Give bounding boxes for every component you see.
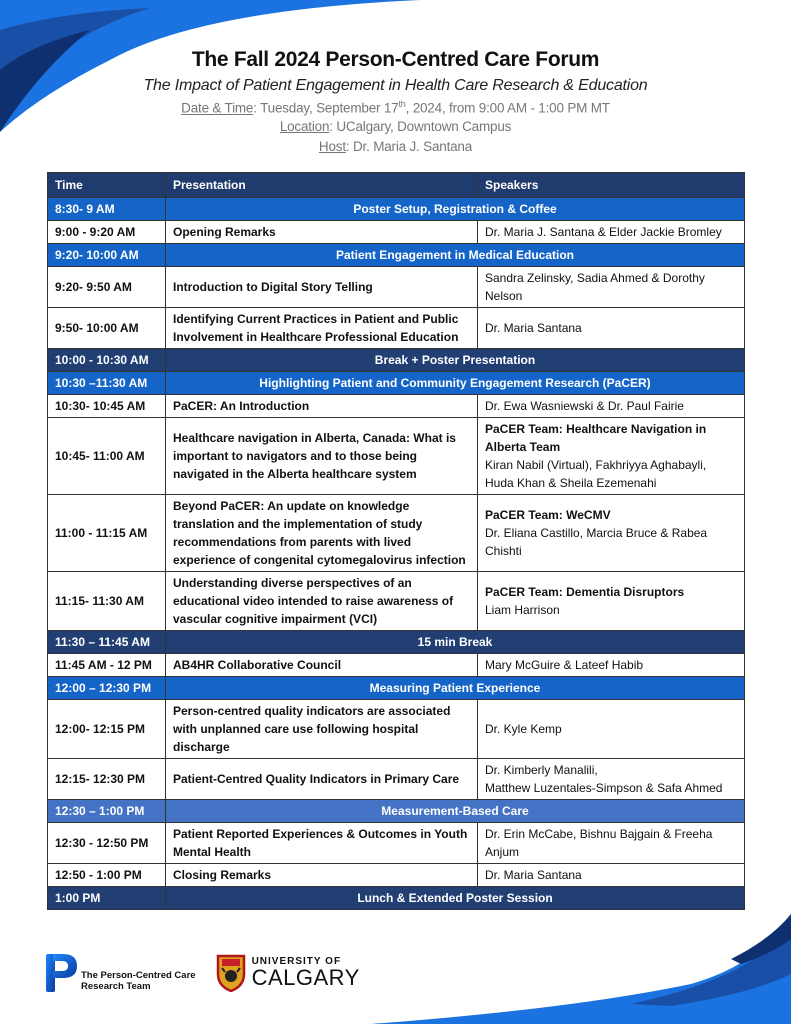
speaker-names: Dr. Maria J. Santana & Elder Jackie Bromley [485,225,722,239]
session-time: 12:15- 12:30 PM [48,759,166,800]
speaker-names: Mary McGuire & Lateef Habib [485,658,644,672]
speaker-team: PaCER Team: WeCMV [485,508,611,522]
section-time: 10:30 –11:30 AM [48,372,166,395]
section-time: 12:30 – 1:00 PM [48,800,166,823]
session-row [48,308,745,349]
session-presentation: Healthcare navigation in Alberta, Canada: What is important to navigators and to those being navigated in the Alberta healthcare system [166,418,478,495]
schedule-table [47,172,745,910]
speaker-names: Dr. Maria Santana [485,321,582,335]
person-centred-care-research-team-logo: The Person-Centred Care Research Team [45,953,196,993]
section-row [48,372,745,395]
speaker-names: Dr. Erin McCabe, Bishnu Bajgain & Freeha Anjum [485,827,713,859]
host-label: Host [318,139,346,154]
column-header-speakers: Speakers [478,173,745,198]
section-time: 11:30 – 11:45 AM [48,631,166,654]
section-title: Poster Setup, Registration & Coffee [166,198,745,221]
event-date-time: Date & Time: Tuesday, September 17th, 2024, from 9:00 AM - 1:00 PM MT [181,99,610,116]
section-row [48,677,745,700]
session-presentation: Beyond PaCER: An update on knowledge translation and the implementation of study recommendations from parents with lived experience of congenital cytomegalovirus infection [166,495,478,572]
speaker-names: Dr. Kyle Kemp [485,722,562,736]
session-time: 9:00 - 9:20 AM [48,221,166,244]
session-row [48,495,745,572]
university-of-calgary-logo: UNIVERSITY OF CALGARY [216,954,360,992]
session-speakers [478,495,745,572]
session-presentation: Closing Remarks [166,864,478,887]
session-speakers [478,267,745,308]
section-title: Highlighting Patient and Community Engagement Research (PaCER) [166,372,745,395]
session-speakers [478,395,745,418]
location-label: Location [279,119,330,134]
session-row [48,267,745,308]
session-time: 12:50 - 1:00 PM [48,864,166,887]
speaker-team: PaCER Team: Healthcare Navigation in Alberta Team [485,422,707,454]
section-row [48,800,745,823]
speaker-names: Sandra Zelinsky, Sadia Ahmed & Dorothy Nelson [485,271,705,303]
session-row [48,395,745,418]
session-presentation: Introduction to Digital Story Telling [166,267,478,308]
section-title: 15 min Break [166,631,745,654]
speaker-team: PaCER Team: Dementia Disruptors [485,585,685,599]
speaker-names: Dr. Eliana Castillo, Marcia Bruce & Rabea Chishti [485,526,708,558]
section-row [48,349,745,372]
date-label: Date & Time [181,100,254,116]
session-row [48,823,745,864]
speaker-names: Dr. Maria Santana [485,868,582,882]
column-header-presentation: Presentation [166,173,478,198]
session-presentation: Opening Remarks [166,221,478,244]
session-speakers [478,823,745,864]
session-time: 10:30- 10:45 AM [48,395,166,418]
event-host: Host: Dr. Maria J. Santana [318,139,473,154]
section-title: Measurement-Based Care [166,800,745,823]
session-time: 10:45- 11:00 AM [48,418,166,495]
session-time: 12:30 - 12:50 PM [48,823,166,864]
session-time: 11:00 - 11:15 AM [48,495,166,572]
section-time: 10:00 - 10:30 AM [48,349,166,372]
session-time: 11:15- 11:30 AM [48,572,166,631]
speaker-names: Liam Harrison [485,603,560,617]
session-time: 9:50- 10:00 AM [48,308,166,349]
section-time: 1:00 PM [48,887,166,910]
session-speakers [478,221,745,244]
decorative-swoosh-bottom [371,914,791,1024]
section-row [48,887,745,910]
session-presentation: Identifying Current Practices in Patient and Public Involvement in Healthcare Professional Education [166,308,478,349]
event-title: The Fall 2024 Person-Centred Care Forum [191,48,600,71]
session-speakers [478,864,745,887]
section-time: 8:30- 9 AM [48,198,166,221]
speaker-names: Dr. Ewa Wasniewski & Dr. Paul Fairie [485,399,684,413]
footer-logos [45,950,360,995]
section-title: Break + Poster Presentation [166,349,745,372]
session-row [48,221,745,244]
section-title: Measuring Patient Experience [166,677,745,700]
session-time: 12:00- 12:15 PM [48,700,166,759]
speaker-line: Matthew Luzentales-Simpson & Safa Ahmed [485,781,723,795]
event-subtitle: The Impact of Patient Engagement in Health Care Research & Education [143,77,648,94]
event-location: Location: UCalgary, Downtown Campus [279,119,512,134]
section-time: 9:20- 10:00 AM [48,244,166,267]
session-speakers [478,654,745,677]
session-row [48,759,745,800]
session-row [48,572,745,631]
session-speakers [478,759,745,800]
section-row [48,198,745,221]
uc-crest-icon [216,954,246,992]
section-row [48,631,745,654]
speaker-names: Kiran Nabil (Virtual), Fakhriyya Aghabayli, Huda Khan & Sheila Ezemenahi [485,458,707,490]
column-header-time: Time [48,173,166,198]
speaker-line: Dr. Kimberly Manalili, [485,763,598,777]
event-header [0,48,791,158]
session-presentation: Understanding diverse perspectives of an educational video intended to raise awareness of vascular cognitive impairment (VCI) [166,572,478,631]
session-time: 11:45 AM - 12 PM [48,654,166,677]
session-row [48,654,745,677]
session-presentation: Patient Reported Experiences & Outcomes in Youth Mental Health [166,823,478,864]
session-speakers [478,418,745,495]
session-presentation: Patient-Centred Quality Indicators in Primary Care [166,759,478,800]
table-header-row [48,173,745,198]
session-presentation: Person-centred quality indicators are associated with unplanned care use following hospital discharge [166,700,478,759]
section-title: Patient Engagement in Medical Education [166,244,745,267]
section-row [48,244,745,267]
session-time: 9:20- 9:50 AM [48,267,166,308]
session-presentation: AB4HR Collaborative Council [166,654,478,677]
session-row [48,418,745,495]
section-time: 12:00 – 12:30 PM [48,677,166,700]
session-speakers [478,700,745,759]
session-speakers [478,308,745,349]
session-presentation: PaCER: An Introduction [166,395,478,418]
session-row [48,864,745,887]
session-speakers [478,572,745,631]
section-title: Lunch & Extended Poster Session [166,887,745,910]
p-logo-icon [45,953,79,993]
session-row [48,700,745,759]
